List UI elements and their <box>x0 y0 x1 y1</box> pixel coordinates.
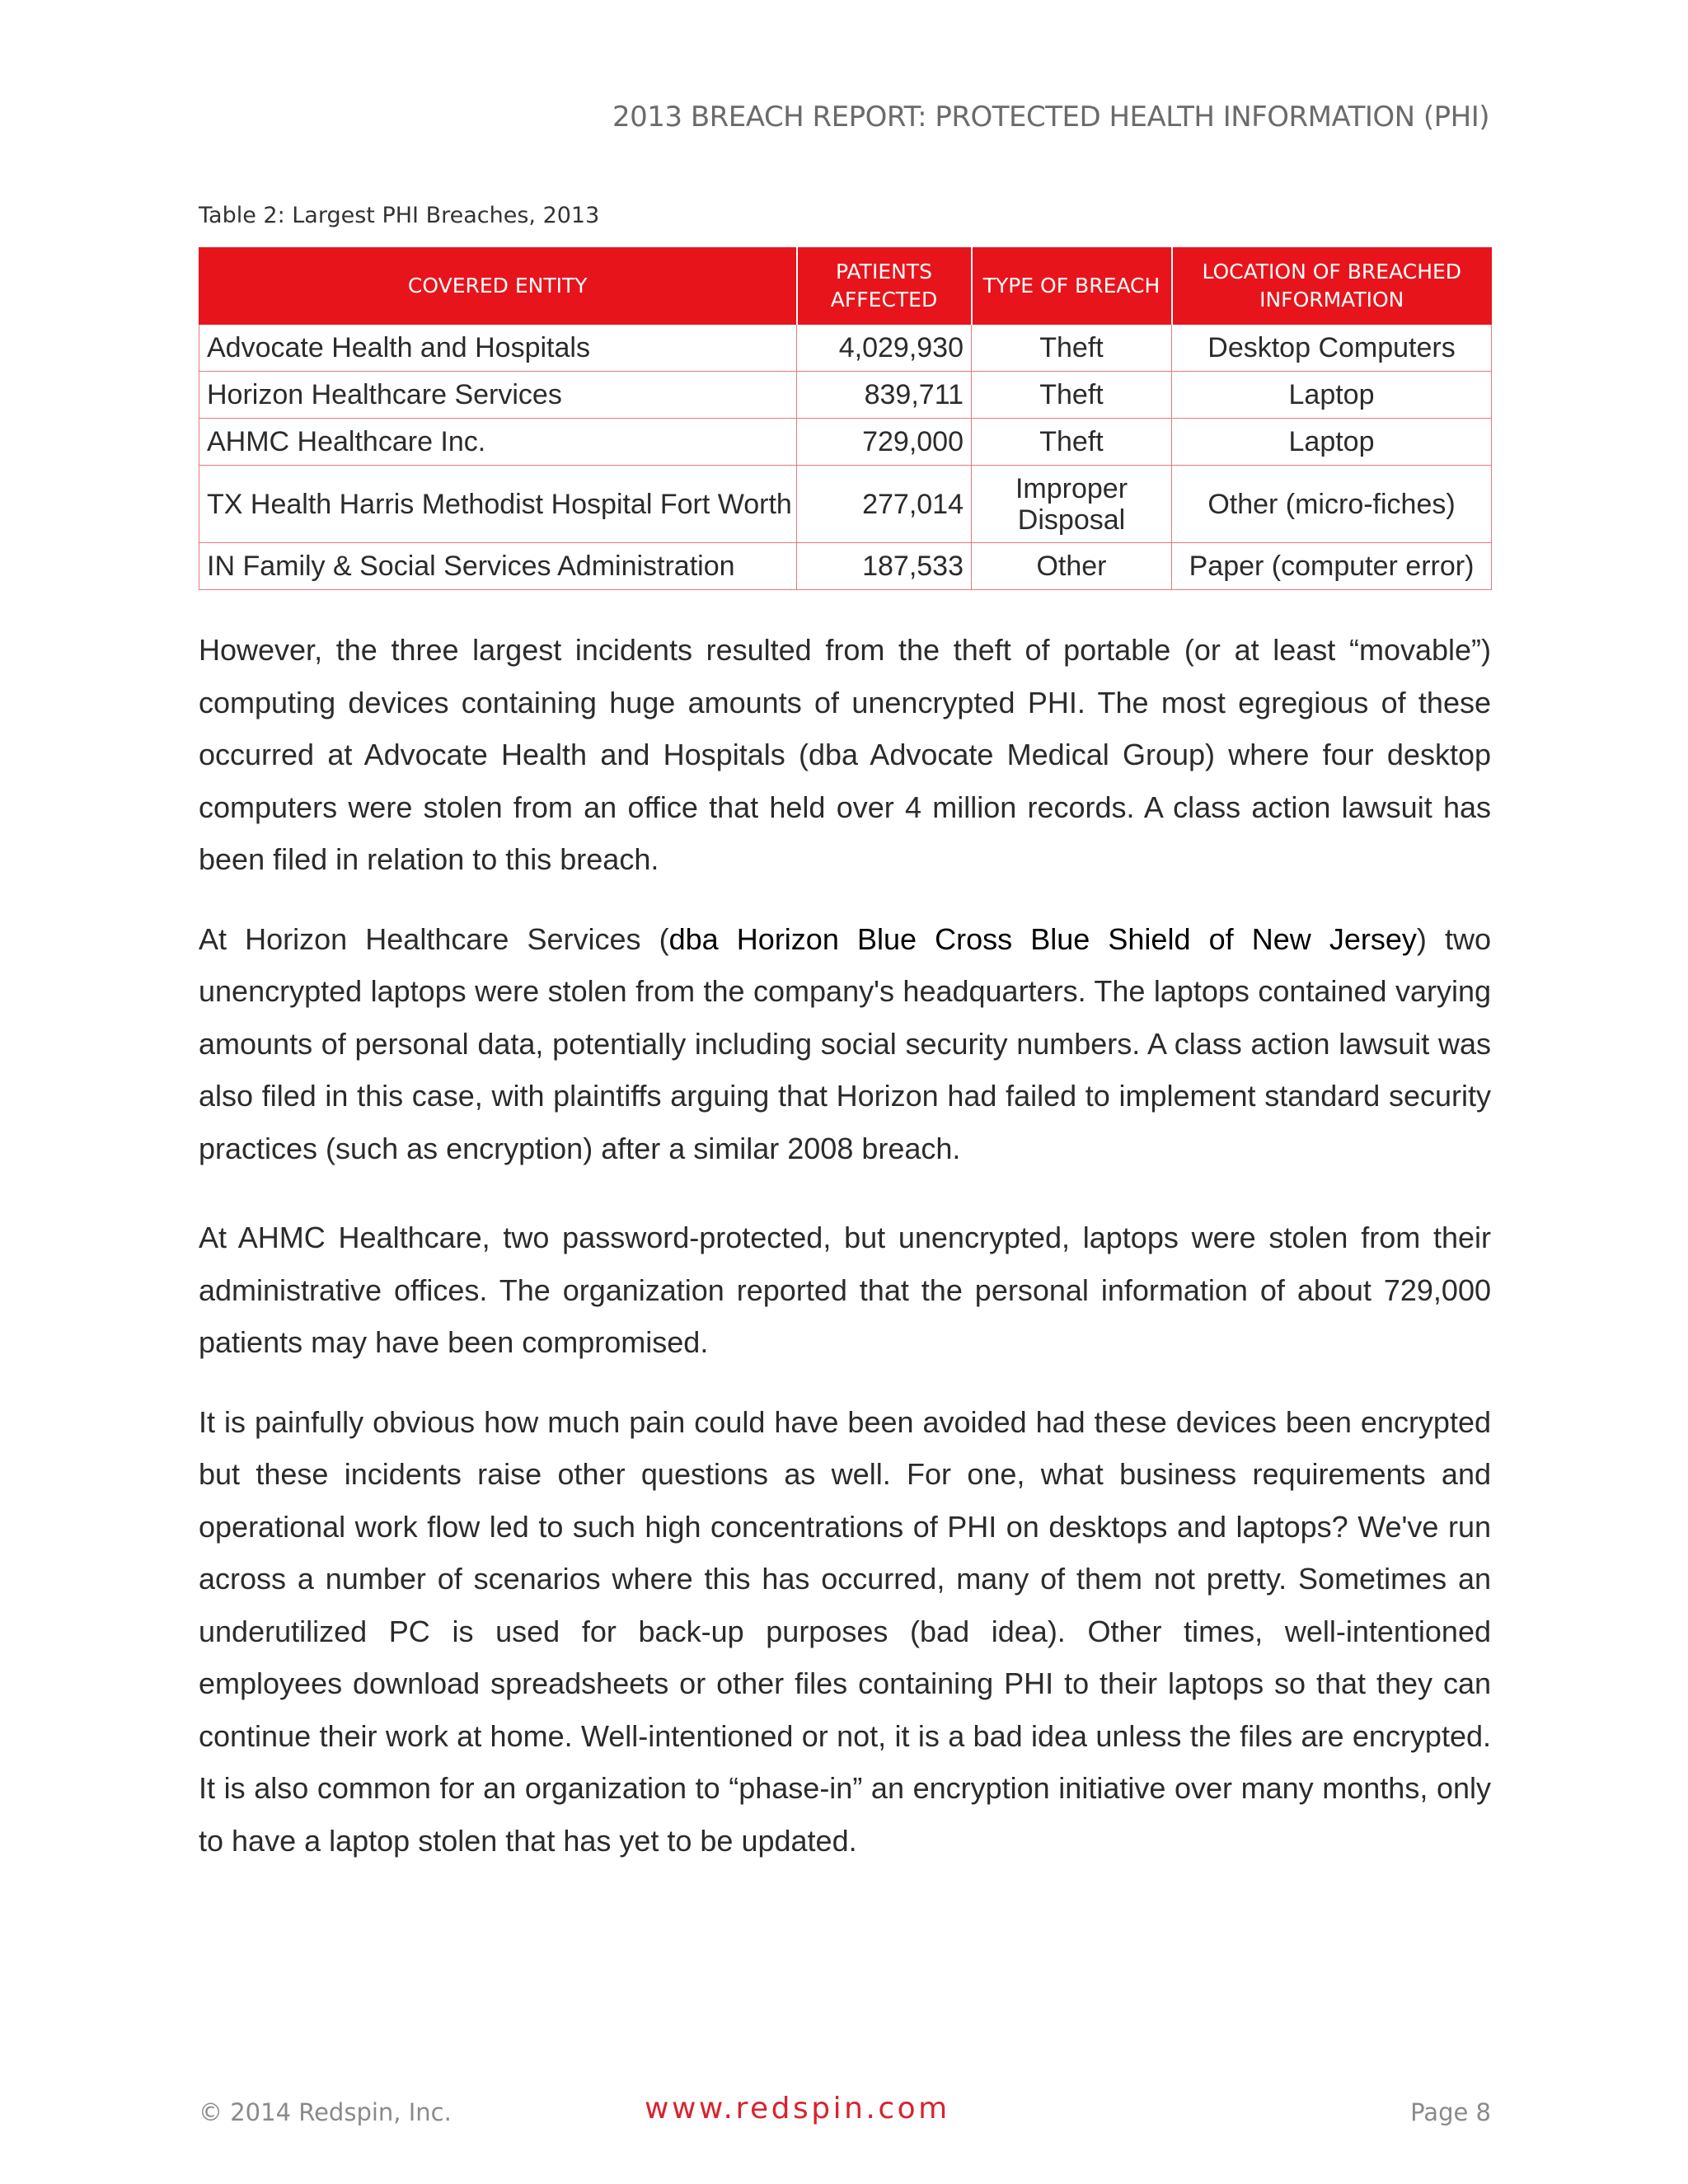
horizon-dba: dba Horizon Blue Cross Blue Shield of New Jersey <box>668 921 1417 956</box>
cell-entity: AHMC Healthcare Inc. <box>199 419 797 466</box>
copyright: © 2014 Redspin, Inc. <box>199 2098 452 2126</box>
cell-type: Theft <box>972 325 1172 372</box>
cell-patients: 187,533 <box>797 543 972 590</box>
breach-table <box>199 247 1492 590</box>
table-header-row <box>199 248 1492 325</box>
cell-entity: TX Health Harris Methodist Hospital Fort Worth <box>199 466 797 543</box>
paragraph-conclusion: It is painfully obvious how much pain could have been avoided had these devices been encrypted but these incidents raise other questions as well. For one, what business requirements and operational work flow led to such high concentrations of PHI on desktops and laptops? We've run across a number of scenarios where this has occurred, many of them not pretty. Sometimes an underutilized PC is used for back-up purposes (bad idea). Other times, well-intentioned employees download spreadsheets or other files containing PHI to their laptops so that they can continue their work at home. Well-intentioned or not, it is a bad idea unless the files are encrypted. It is also common for an organization to “phase-in” an encryption initiative over many months, only to have a laptop stolen that has yet to be updated. <box>199 1404 1491 1858</box>
cell-patients: 729,000 <box>797 419 972 466</box>
page-number: Page 8 <box>1410 2098 1491 2126</box>
horizon-intro: At Horizon Healthcare Services ( <box>199 921 669 956</box>
header-type-of-breach: TYPE OF BREACH <box>972 248 1172 325</box>
cell-patients: 277,014 <box>797 466 972 543</box>
paragraph-ahmc: At AHMC Healthcare, two password-protected, but unencrypted, laptops were stolen from their administrative offices. The organization reported that the personal information of about 729,000 patients may have been compromised. <box>199 1221 1491 1359</box>
cell-location: Other (micro-fiches) <box>1172 466 1492 543</box>
cell-location: Paper (computer error) <box>1172 543 1492 590</box>
paragraph-advocate: However, the three largest incidents resulted from the theft of portable (or at least “movable”) computing devices containing huge amounts of unencrypted PHI. The most egregious of these occurred at Advocate Health and Hospitals (dba Advocate Medical Group) where four desktop computers were stolen from an office that held over 4 million records. A class action lawsuit has been filed in relation to this breach. <box>199 633 1491 876</box>
table-row <box>199 419 1492 466</box>
cell-location: Laptop <box>1172 419 1492 466</box>
table-row <box>199 372 1492 419</box>
cell-location: Laptop <box>1172 372 1492 419</box>
running-header: 2013 BREACH REPORT: PROTECTED HEALTH INFORMATION (PHI) <box>612 101 1489 134</box>
cell-type: Other <box>972 543 1172 590</box>
table-row <box>199 466 1492 543</box>
paragraph-horizon <box>199 913 1491 1175</box>
cell-entity: IN Family & Social Services Administration <box>199 543 797 590</box>
cell-type: Theft <box>972 419 1172 466</box>
cell-patients: 4,029,930 <box>797 325 972 372</box>
page-footer <box>199 2092 1491 2133</box>
table-row <box>199 543 1492 590</box>
cell-entity: Advocate Health and Hospitals <box>199 325 797 372</box>
header-patients-affected: PATIENTS AFFECTED <box>797 248 972 325</box>
cell-type: Improper Disposal <box>972 466 1172 543</box>
cell-type: Theft <box>972 372 1172 419</box>
cell-entity: Horizon Healthcare Services <box>199 372 797 419</box>
header-covered-entity: COVERED ENTITY <box>199 248 797 325</box>
horizon-rest: ) two unencrypted laptops were stolen from the company's headquarters. The laptops contained varying amounts of personal data, potentially including social security numbers. A class action lawsuit was also filed in this case, with plaintiffs arguing that Horizon had failed to implement standard security practices (such as encryption) after a similar 2008 breach. <box>199 921 1491 1165</box>
table-caption: Table 2: Largest PHI Breaches, 2013 <box>199 203 600 228</box>
website-link[interactable]: www.redspin.com <box>645 2092 950 2125</box>
header-location: LOCATION OF BREACHED INFORMATION <box>1172 248 1492 325</box>
table-row <box>199 325 1492 372</box>
cell-location: Desktop Computers <box>1172 325 1492 372</box>
cell-patients: 839,711 <box>797 372 972 419</box>
body-text <box>199 624 1491 1867</box>
